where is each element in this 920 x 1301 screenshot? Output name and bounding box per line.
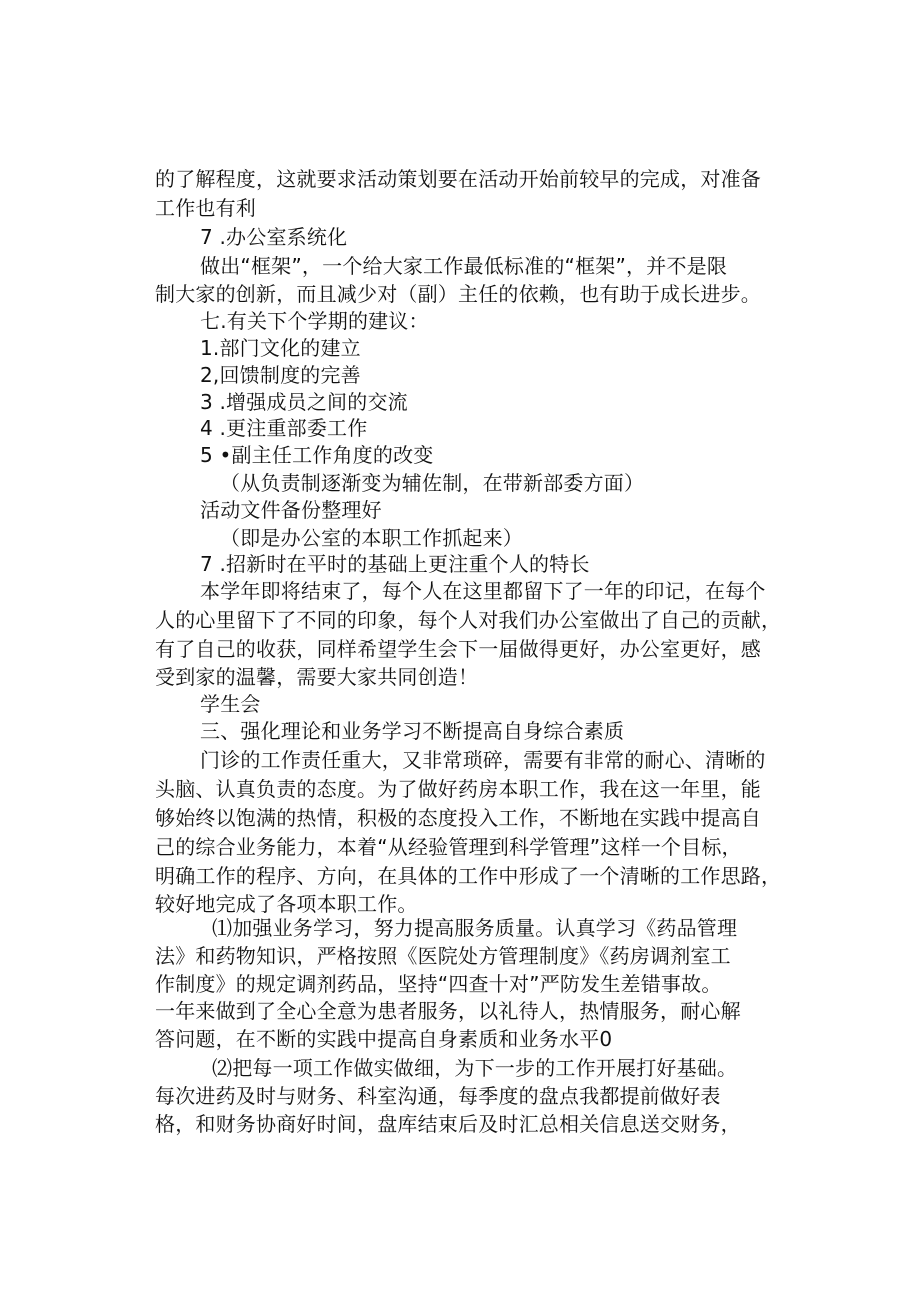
- text-line: 门诊的工作责任重大，又非常琐碎，需要有非常的耐心、清晰的: [200, 748, 766, 772]
- text-line: 受到家的温馨，需要大家共同创造！: [155, 665, 479, 689]
- text-line: 七.有关下个学期的建议：: [200, 309, 429, 333]
- text-line: 的了解程度，这就要求活动策划要在活动开始前较早的完成，对准备: [155, 167, 761, 191]
- text-line: 答问题，在不断的实践中提高自身素质和业务水平0: [155, 1027, 613, 1051]
- text-line: ⑵把每一项工作做实做细，为下一步的工作开展打好基础。: [212, 1056, 738, 1080]
- text-line: 3 .增强成员之间的交流: [200, 390, 408, 414]
- text-line: 一年来做到了全心全意为患者服务，以礼待人，热情服务，耐心解: [155, 999, 741, 1023]
- text-line: 法》和药物知识，严格按照《医院处方管理制度》《药房调剂室工: [155, 944, 731, 968]
- text-line: 三、强化理论和业务学习不断提高自身综合素质: [200, 719, 625, 743]
- text-line: 作制度》的规定调剂药品，坚持“四查十对”严防发生差错事故。: [155, 972, 722, 996]
- text-line: （从负责制逐渐变为辅佐制，在带新部委方面）: [220, 471, 645, 495]
- text-line: 工作也有利: [155, 196, 256, 220]
- text-line: 7 .办公室系统化: [200, 225, 348, 249]
- text-line: 1.部门文化的建立: [200, 336, 361, 360]
- text-line: 人的心里留下了不同的印象，每个人对我们办公室做出了自己的贡献，: [155, 608, 782, 632]
- text-line: 明确工作的程序、方向，在具体的工作中形成了一个清晰的工作思路，: [155, 864, 782, 888]
- text-line: 活动文件备份整理好: [200, 498, 382, 522]
- text-line: 7 .招新时在平时的基础上更注重个人的特长: [200, 552, 590, 576]
- text-line: 格，和财务协商好时间，盘库结束后及时汇总相关信息送交财务，: [155, 1112, 741, 1136]
- text-line: 够始终以饱满的热情，积极的态度投入工作，不断地在实践中提高自: [155, 806, 761, 830]
- text-line: 5 •副主任工作角度的改变: [200, 443, 434, 467]
- text-line: 有了自己的收获，同样希望学生会下一届做得更好，办公室更好，感: [155, 637, 761, 661]
- text-line: 头脑、认真负责的态度。为了做好药房本职工作，我在这一年里，能: [155, 777, 761, 801]
- text-line: 4 .更注重部委工作: [200, 416, 368, 440]
- text-line: 学生会: [200, 692, 261, 716]
- text-line: 每次进药及时与财务、科室沟通，每季度的盘点我都提前做好表: [155, 1084, 721, 1108]
- text-line: 己的综合业务能力，本着“从经验管理到科学管理”这样一个目标，: [155, 835, 742, 859]
- text-line: 做出“框架”，一个给大家工作最低标准的“框架”，并不是限: [200, 254, 728, 278]
- text-line: 较好地完成了各项本职工作。: [155, 892, 418, 916]
- text-line: （即是办公室的本职工作抓起来）: [220, 526, 523, 550]
- text-line: 制大家的创新，而且减少对（副）主任的依赖，也有助于成长进步。: [155, 282, 761, 306]
- text-line: ⑴加强业务学习，努力提高服务质量。认真学习《药品管理: [212, 916, 738, 940]
- text-line: 本学年即将结束了，每个人在这里都留下了一年的印记，在每个: [200, 579, 766, 603]
- text-line: 2,回馈制度的完善: [200, 363, 361, 387]
